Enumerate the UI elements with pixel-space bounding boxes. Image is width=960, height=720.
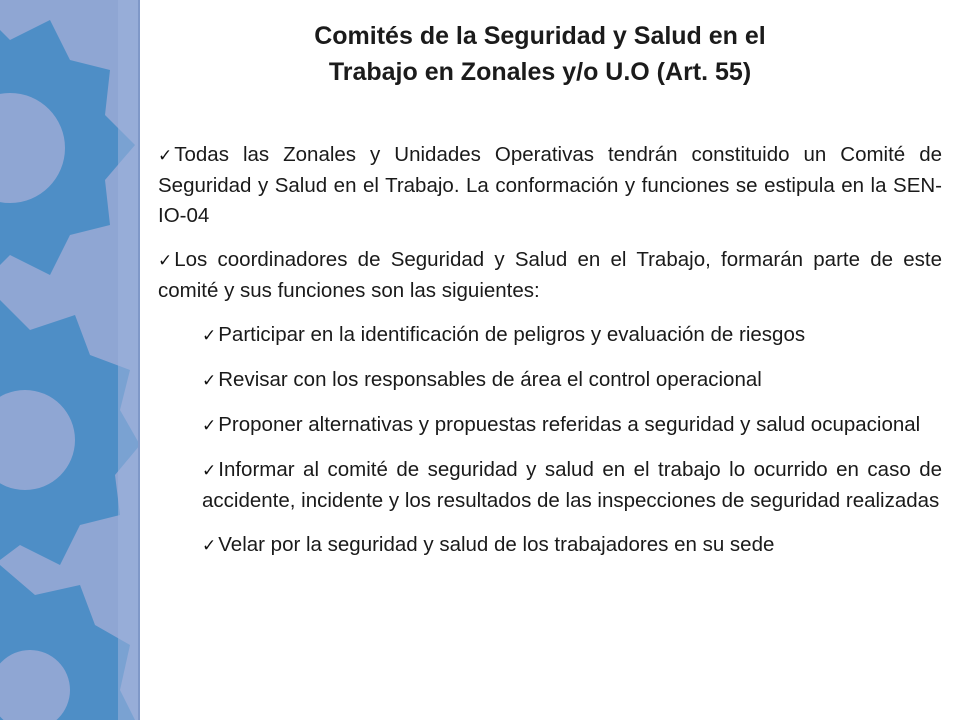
checkmark-icon: ✓ [158, 251, 173, 270]
sub-bullet-text: Revisar con los responsables de área el control operacional [218, 368, 762, 391]
title-line-1: Comités de la Seguridad y Salud en el [314, 22, 766, 50]
checkmark-icon: ✓ [202, 416, 217, 435]
band-divider [138, 0, 140, 720]
decorative-side-band [0, 0, 140, 720]
checkmark-icon: ✓ [202, 536, 217, 555]
title-line-2: Trabajo en Zonales y/o U.O (Art. 55) [328, 58, 752, 86]
sub-bullet-item [202, 365, 942, 396]
bullet-text: Los coordinadores de Seguridad y Salud en el Trabajo, formarán parte de este comité y sus funciones son las siguientes: [158, 248, 942, 302]
checkmark-icon: ✓ [202, 371, 217, 390]
sub-bullet-text: Participar en la identificación de peligros y evaluación de riesgos [218, 323, 806, 346]
sub-bullet-item [202, 455, 942, 516]
bullet-text: Todas las Zonales y Unidades Operativas tendrán constituido un Comité de Seguridad y Salud en el Trabajo. La conformación y funciones se estipula en la SEN-IO-04 [158, 143, 942, 227]
sub-bullet-text: Proponer alternativas y propuestas referidas a seguridad y salud ocupacional [218, 413, 921, 436]
checkmark-icon: ✓ [202, 461, 217, 480]
bullet-item [158, 140, 942, 231]
sub-bullet-text: Informar al comité de seguridad y salud en el trabajo lo ocurrido en caso de accidente, incidente y los resultados de las inspecciones de seguridad realizadas [202, 458, 942, 512]
slide-title [150, 18, 930, 90]
bullet-content [158, 140, 942, 575]
sub-bullet-item [202, 320, 942, 351]
sub-bullet-text: Velar por la seguridad y salud de los trabajadores en su sede [218, 533, 775, 556]
checkmark-icon: ✓ [202, 326, 217, 345]
checkmark-icon: ✓ [158, 146, 173, 165]
gear-pattern-icon [0, 0, 140, 720]
sub-bullet-item [202, 410, 942, 441]
sub-bullet-item [202, 530, 942, 561]
bullet-item [158, 245, 942, 306]
